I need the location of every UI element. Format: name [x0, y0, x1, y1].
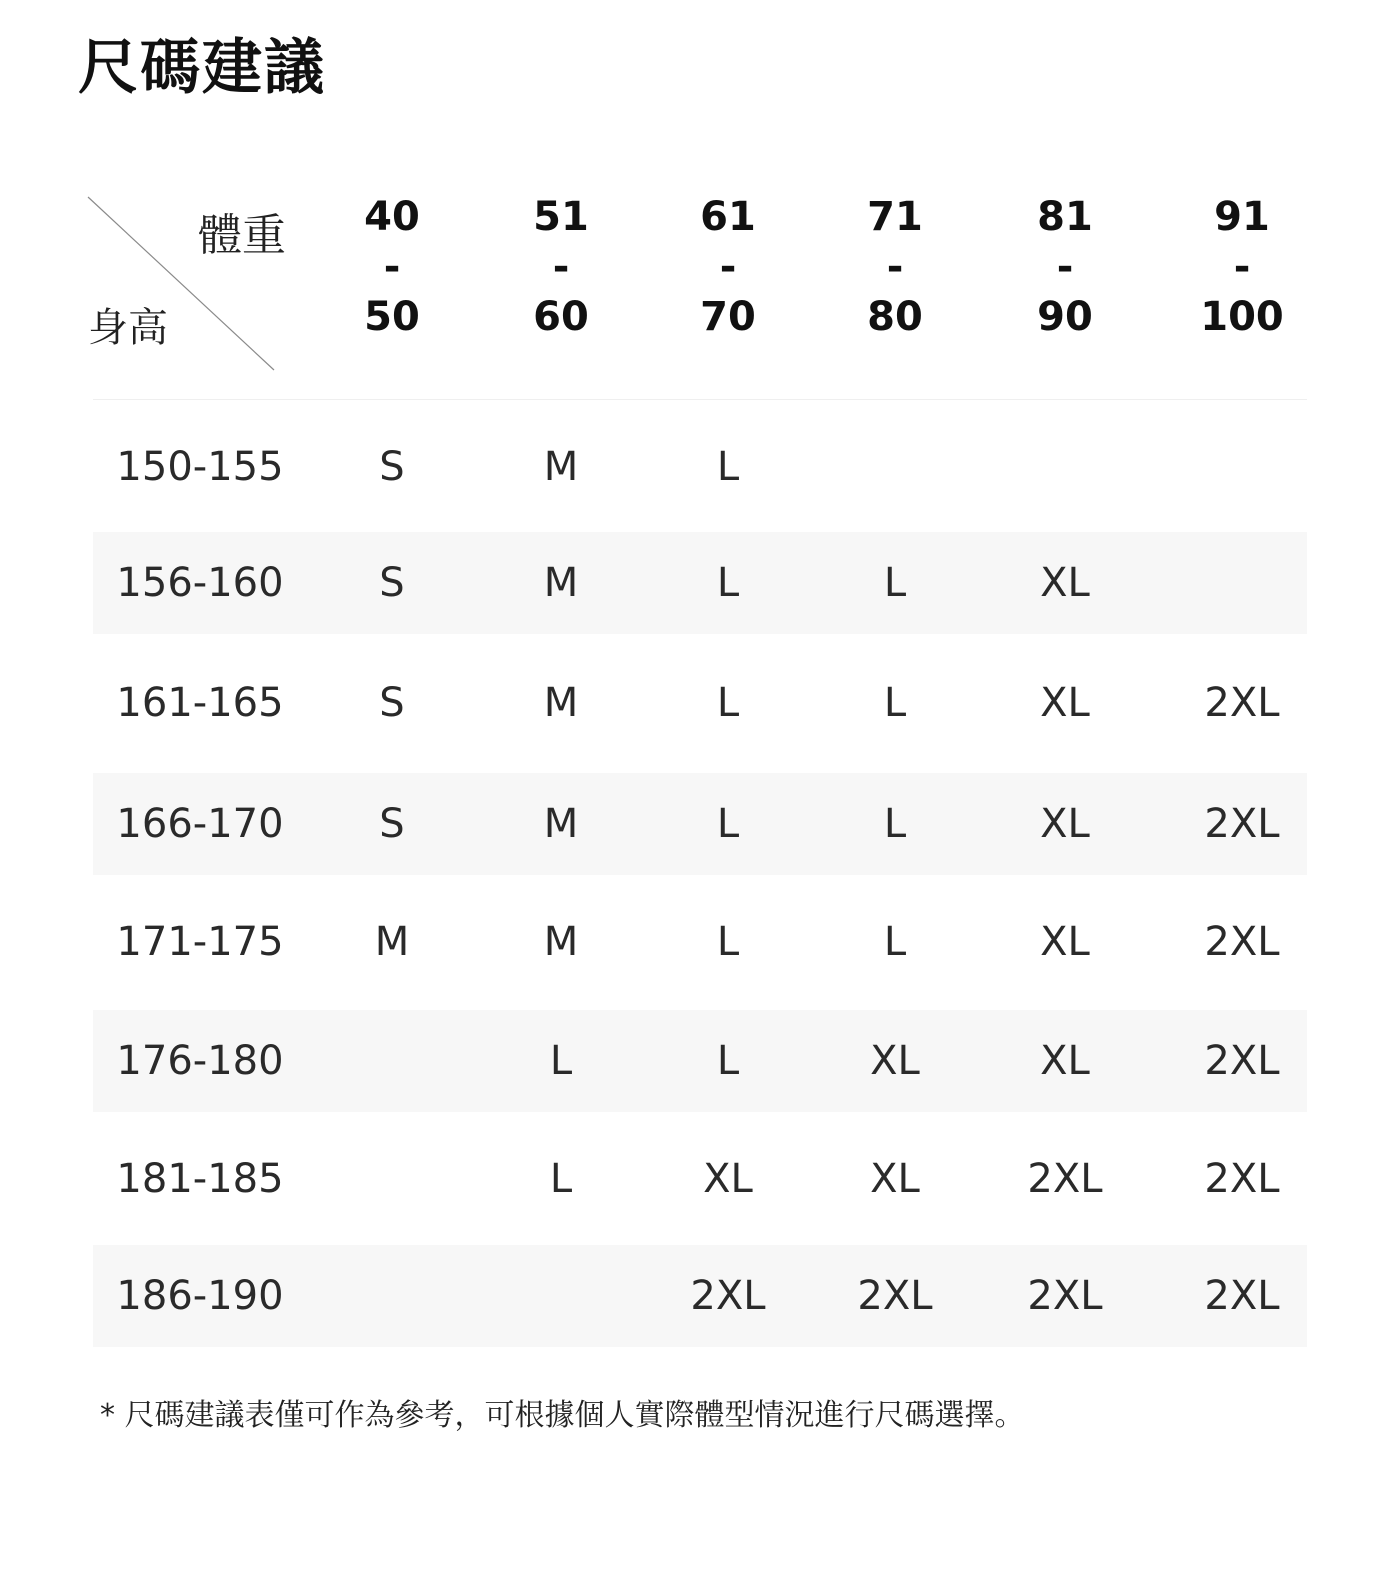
weight-from: 61: [700, 194, 756, 240]
height-range-cell: 161-165: [116, 680, 284, 726]
weight-column-header: [322, 192, 462, 342]
weight-to: 100: [1200, 294, 1284, 340]
size-cell: L: [716, 444, 740, 490]
size-cell: [1152, 416, 1332, 518]
weight-column-header: [1172, 192, 1312, 342]
size-cell: L: [549, 1156, 573, 1202]
size-cell: 2XL: [690, 1273, 766, 1319]
table-row: [93, 891, 1307, 993]
weight-to: 50: [364, 294, 420, 340]
table-row: [93, 1128, 1307, 1230]
height-axis-label: 身高: [88, 305, 168, 351]
size-cell: 2XL: [1204, 801, 1280, 847]
size-cell: S: [379, 444, 405, 490]
weight-from: 71: [867, 194, 923, 240]
page-title: 尺碼建議: [78, 33, 326, 103]
size-cell: XL: [1040, 680, 1090, 726]
table-row: [93, 532, 1307, 634]
height-range-cell: 156-160: [116, 560, 284, 606]
size-cell: XL: [1040, 919, 1090, 965]
size-cell: L: [883, 680, 907, 726]
size-cell: L: [716, 919, 740, 965]
table-row: [93, 1010, 1307, 1112]
weight-to: 90: [1037, 294, 1093, 340]
table-row: [93, 773, 1307, 875]
size-cell: S: [379, 801, 405, 847]
weight-column-header: [491, 192, 631, 342]
size-cell: 2XL: [1027, 1156, 1103, 1202]
weight-to: 70: [700, 294, 756, 340]
size-cell: L: [883, 801, 907, 847]
weight-from: 40: [364, 194, 420, 240]
size-cell: 2XL: [1204, 1038, 1280, 1084]
weight-dash: -: [383, 244, 401, 290]
size-cell: [302, 1245, 482, 1347]
weight-column-header: [658, 192, 798, 342]
size-cell: M: [374, 919, 410, 965]
weight-dash: -: [1233, 244, 1251, 290]
table-header: [0, 0, 1400, 400]
size-cell: 2XL: [1204, 680, 1280, 726]
size-cell: L: [716, 801, 740, 847]
weight-to: 60: [533, 294, 589, 340]
size-cell: 2XL: [1204, 1273, 1280, 1319]
size-cell: [471, 1245, 651, 1347]
height-range-cell: 176-180: [116, 1038, 284, 1084]
size-cell: L: [549, 1038, 573, 1084]
size-cell: S: [379, 560, 405, 606]
size-cell: L: [883, 560, 907, 606]
size-cell: M: [543, 560, 579, 606]
weight-from: 81: [1037, 194, 1093, 240]
size-cell: L: [716, 1038, 740, 1084]
weight-dash: -: [1056, 244, 1074, 290]
weight-dash: -: [719, 244, 737, 290]
table-row: [93, 416, 1307, 518]
size-cell: M: [543, 444, 579, 490]
size-cell: XL: [703, 1156, 753, 1202]
size-cell: [975, 416, 1155, 518]
size-cell: [1152, 532, 1332, 634]
size-cell: L: [716, 680, 740, 726]
height-range-cell: 186-190: [116, 1273, 284, 1319]
weight-from: 91: [1214, 194, 1270, 240]
height-range-cell: 150-155: [116, 444, 284, 490]
size-cell: [302, 1128, 482, 1230]
height-range-cell: 166-170: [116, 801, 284, 847]
size-cell: XL: [870, 1038, 920, 1084]
height-range-cell: 171-175: [116, 919, 284, 965]
size-cell: XL: [1040, 801, 1090, 847]
header-divider: [93, 399, 1307, 400]
weight-to: 80: [867, 294, 923, 340]
size-cell: M: [543, 919, 579, 965]
size-cell: 2XL: [1204, 1156, 1280, 1202]
size-cell: 2XL: [857, 1273, 933, 1319]
size-cell: 2XL: [1027, 1273, 1103, 1319]
size-cell: L: [716, 560, 740, 606]
size-cell: L: [883, 919, 907, 965]
size-cell: S: [379, 680, 405, 726]
size-cell: XL: [1040, 560, 1090, 606]
size-cell: XL: [870, 1156, 920, 1202]
size-cell: M: [543, 680, 579, 726]
size-cell: XL: [1040, 1038, 1090, 1084]
weight-dash: -: [552, 244, 570, 290]
weight-axis-label: 體重: [198, 210, 286, 261]
size-cell: M: [543, 801, 579, 847]
size-cell: [805, 416, 985, 518]
footnote: * 尺碼建議表僅可作為參考，可根據個人實際體型情況進行尺碼選擇。: [100, 1398, 1025, 1433]
weight-column-header: [995, 192, 1135, 342]
weight-column-header: [825, 192, 965, 342]
size-cell: [302, 1010, 482, 1112]
size-cell: 2XL: [1204, 919, 1280, 965]
height-range-cell: 181-185: [116, 1156, 284, 1202]
weight-dash: -: [886, 244, 904, 290]
table-row: [93, 1245, 1307, 1347]
table-row: [93, 652, 1307, 754]
weight-from: 51: [533, 194, 589, 240]
